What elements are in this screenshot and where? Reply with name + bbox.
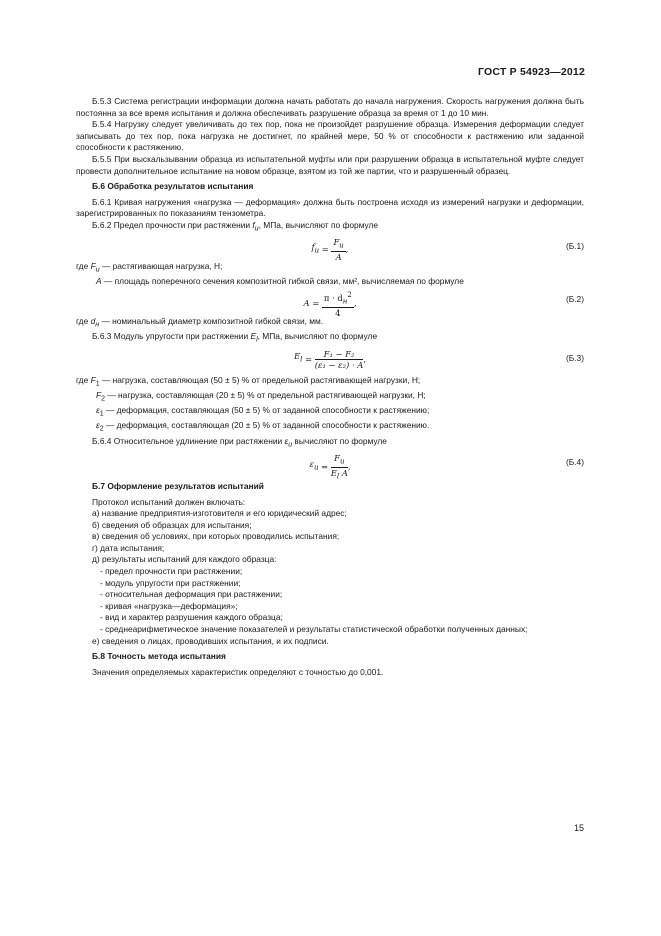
where-e1: $\varepsilon_1$ — деформация, составляющая (50 ± 5) % от заданной способности к растяжению; [96, 405, 430, 418]
paragraph-b54: Б.5.4 Нагрузку следует увеличивать до тех пор, пока не произойдет разрушение образца. Измерения деформации следует записывать до тех пор, пока нагрузка не достигнет, по крайней мере, 50 % от способности к растяжению или заданной способности к растяжению. [76, 119, 584, 153]
where-f2: $F_2$ — нагрузка, составляющая (20 ± 5) % от предельной растягивающей нагрузки, Н; [96, 389, 426, 403]
list-item: в) сведения об условиях, при которых проводились испытания; [92, 531, 340, 542]
formula-number-b3: (Б.3) [565, 352, 584, 363]
formula-b1: $f_u$ = $\frac{F_u}{A}$ , (Б.1) [311, 237, 584, 262]
where-fu: где $F_u$ — растягивающая нагрузка, Н; [76, 261, 223, 274]
where-e2: $\varepsilon_2$ — деформация, составляющая (20 ± 5) % от заданной способности к растяжению. [96, 420, 430, 434]
section-title-b6: Б.6 Обработка результатов испытания [92, 181, 254, 192]
paragraph-b61: Б.6.1 Кривая нагружения «нагрузка — деформация» должна быть построена исходя из измерений нагрузки и деформации, зарегистрированных по показаниям тензометра. [76, 196, 584, 219]
list-item: - модуль упругости при растяжении; [100, 577, 241, 588]
paragraph-b63: Б.6.3 Модуль упругости при растяжении $E_l$, МПа, вычисляют по формуле [92, 331, 378, 344]
formula-b2: A = $\frac{\pi \cdot d_н^2}{4}$ , (Б.2) [303, 291, 584, 318]
formula-number-b1: (Б.1) [565, 241, 584, 252]
list-item: г) дата испытания; [92, 542, 165, 553]
page-number: 15 [573, 823, 584, 833]
formula-b4: $\varepsilon_u$ = $\frac{F_u}{E_l A}$ , (Б.4) [309, 452, 584, 481]
paragraph-b8: Значения определяемых характеристик определяют с точностью до 0,001. [92, 666, 384, 677]
list-item: а) название предприятия-изготовителя и его юридический адрес; [92, 508, 347, 519]
formula-number-b4: (Б.4) [565, 456, 584, 467]
list-item: б) сведения об образцах для испытания; [92, 519, 252, 530]
protocol-intro: Протокол испытаний должен включать: [92, 496, 246, 507]
protocol-list [76, 508, 584, 647]
standard-header: ГОСТ Р 54923—2012 [477, 66, 585, 78]
section-title-b8: Б.8 Точность метода испытания [92, 651, 226, 662]
section-title-b7: Б.7 Оформление результатов испытаний [92, 480, 264, 491]
list-item: е) сведения о лицах, проводивших испытания, и их подписи. [92, 635, 329, 646]
paragraph-b55: Б.5.5 При выскальзывании образца из испытательной муфты или при разрушении образца в испытательной муфте следует провести дополнительное испытание на новом образце, взятом из той же партии, что и разрушенный образец. [76, 153, 584, 176]
document-body [76, 96, 584, 678]
list-item: - кривая «нагрузка—деформация»; [100, 600, 238, 611]
paragraph-b53: Б.5.3 Система регистрации информации должна начать работать до начала нагружения. Скорость нагружения должна быть постоянна за все время испытания и должна обеспечивать разрушение образца за время от 1 до 10 мин. [76, 96, 584, 118]
list-item: - относительная деформация при растяжении; [100, 589, 283, 600]
list-item: - среднеарифметическое значение показателей и результаты статистической обработки полученных данных; [100, 624, 528, 635]
paragraph-b64: Б.6.4 Относительное удлинение при растяжении $\varepsilon_u$ вычисляют по формуле [92, 435, 387, 449]
where-a: A — площадь поперечного сечения композитной гибкой связи, мм², вычисляемая по формуле [96, 276, 464, 287]
where-f1: где $F_1$ — нагрузка, составляющая (50 ± 5) % от предельной растягивающей нагрузки, Н; [76, 374, 421, 388]
where-dn: где $d_н$ — номинальный диаметр композитной гибкой связи, мм. [76, 316, 324, 329]
paragraph-b62: Б.6.2 Предел прочности при растяжении $f_u$, МПа, вычисляют по формуле [92, 219, 379, 233]
list-item: - вид и характер разрушения каждого образца; [100, 612, 283, 623]
list-item: д) результаты испытаний для каждого образца: [92, 554, 277, 565]
formula-number-b2: (Б.2) [565, 294, 584, 305]
formula-b3: $E_l$ = $\frac{\text{F₁ − F₂}}{\text{(ε₁ − ε₂) · A}}$ , (Б.3) [294, 348, 584, 370]
list-item: - предел прочности при растяжении; [100, 566, 243, 577]
